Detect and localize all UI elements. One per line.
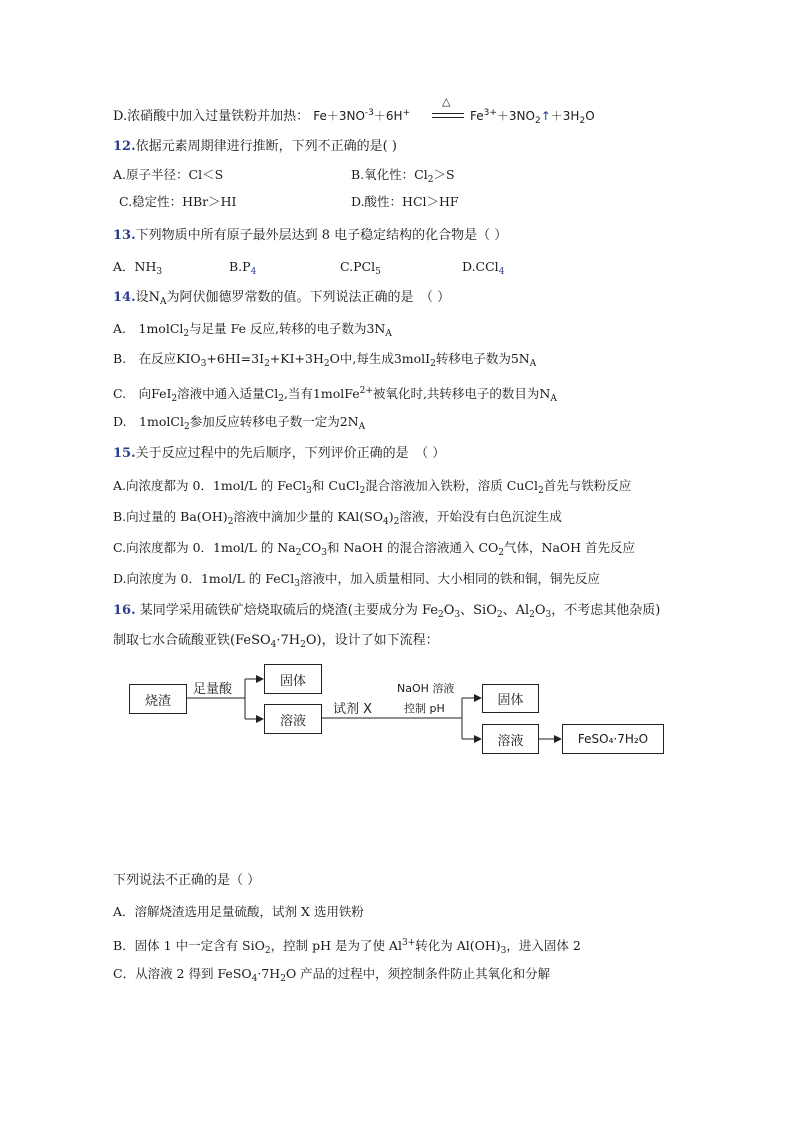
q14-option-a: A. 1molCl$_2$与足量 Fe 反应,转移的电子数为$3N_A$ (113, 321, 392, 339)
q15-option-a: A.向浓度都为 0．1mol/L 的 FeCl$_3$和 CuCl$_2$混合溶液加入铁粉，溶质 CuCl$_2$首先与铁粉反应 (113, 478, 632, 496)
flow-label-naoh: NaOH 溶液 (397, 682, 455, 695)
q12-option-d: D.酸性：HCl＞HF (351, 194, 459, 209)
q12-option-a: A.原子半径：Cl＜S (113, 167, 224, 182)
q16-option-a: A．溶解烧渣选用足量硫酸，试剂 X 选用铁粉 (113, 904, 364, 919)
flow-label-reagent-x: 试剂 X (333, 702, 373, 717)
flow-box-solution-2: 溶液 (482, 724, 539, 754)
q14-stem: 14.设$N_A$为阿伏伽德罗常数的值。下列说法正确的是 （ ） (113, 290, 451, 307)
q12-option-b: B.氧化性：$Cl_2>S$ (351, 167, 455, 185)
q14-option-d: D. 1molCl$_2$参加反应转移电子数一定为$2N_A$ (113, 414, 366, 432)
flow-box-slag: 烧渣 (129, 684, 187, 714)
q12-stem: 12.依据元素周期律进行推断，下列不正确的是( ) (113, 139, 397, 154)
q16-stem-line2: 制取七水合硫酸亚铁$(FeSO_4\cdot 7H_2O)$，设计了如下流程： (113, 633, 439, 650)
q15-option-b: B.向过量的 $Ba(OH)_2$溶液中滴加少量的 $KAl(SO_4)_2$溶液，开始没有白色沉淀生成 (113, 509, 562, 527)
flow-label-ph: 控制 pH (404, 702, 445, 715)
q15-stem: 15.关于反应过程中的先后顺序，下列评价正确的是 （ ） (113, 446, 446, 461)
flow-box-solution-1: 溶液 (264, 704, 322, 734)
heating-delta-symbol: △ (442, 95, 451, 108)
q16-option-c: C．从溶液 2 得到 $FeSO_4\cdot 7H_2O$ 产品的过程中，须控制条件防止其氧化和分解 (113, 966, 551, 984)
q11-option-d-products: $Fe^{3+}+3NO_2↑+3H_2O$ (470, 108, 595, 126)
flow-label-acid: 足量酸 (193, 682, 233, 697)
q11-option-d: D.浓硝酸中加入过量铁粉并加热： $Fe+3NO^{-3}+6H^+$ (113, 108, 411, 124)
q16-stem-line1: 16. 某同学采用硫铁矿焙烧取硫后的烧渣(主要成分为 $Fe_2O_3$、SiO$_2$、$Al_2O_3$，不考虑其他杂质) (113, 603, 661, 620)
q16-option-b: B．固体 1 中一定含有 SiO$_2$，控制 pH 是为了使 $Al^{3+}$转化为 $Al(OH)_3$，进入固体 2 (113, 938, 581, 956)
q16-question: 下列说法不正确的是（ ） (113, 873, 261, 888)
q13-option-b: $B.P_4$ (229, 259, 257, 277)
q13-option-a: A．$NH_3$ (113, 259, 163, 277)
q15-option-c: C.向浓度都为 0．1mol/L 的 $Na_2CO_3$和 NaOH 的混合溶液通入 $CO_2$气体，NaOH 首先反应 (113, 540, 636, 558)
q13-option-d: D.CCl$_4$ (462, 259, 505, 277)
q12-option-c: C.稳定性：HBr＞HI (119, 194, 237, 209)
flow-box-product: FeSO₄·7H₂O (562, 724, 664, 754)
q14-option-c: C. 向FeI$_2$溶液中通入适量$Cl_2$,当有1molFe$^{2+}$被氧化时,共转移电子的数目为$N_A$ (113, 386, 557, 404)
q14-option-b: B. 在反应$KIO_3+6HI=3I_2+KI+3H_2O$中,每生成3molI$_2$转移电子数为$5N_A$ (113, 351, 537, 369)
q15-option-d: D.向浓度为 0．1mol/L 的 FeCl$_3$溶液中，加入质量相同、大小相同的铁和铜，铜先反应 (113, 571, 600, 589)
flow-box-solid-2: 固体 (482, 684, 539, 713)
flow-box-solid-1: 固体 (264, 664, 322, 694)
q13-option-c: C.PCl$_5$ (340, 259, 381, 277)
q13-stem: 13.下列物质中所有原子最外层达到 8 电子稳定结构的化合物是（ ） (113, 228, 508, 243)
